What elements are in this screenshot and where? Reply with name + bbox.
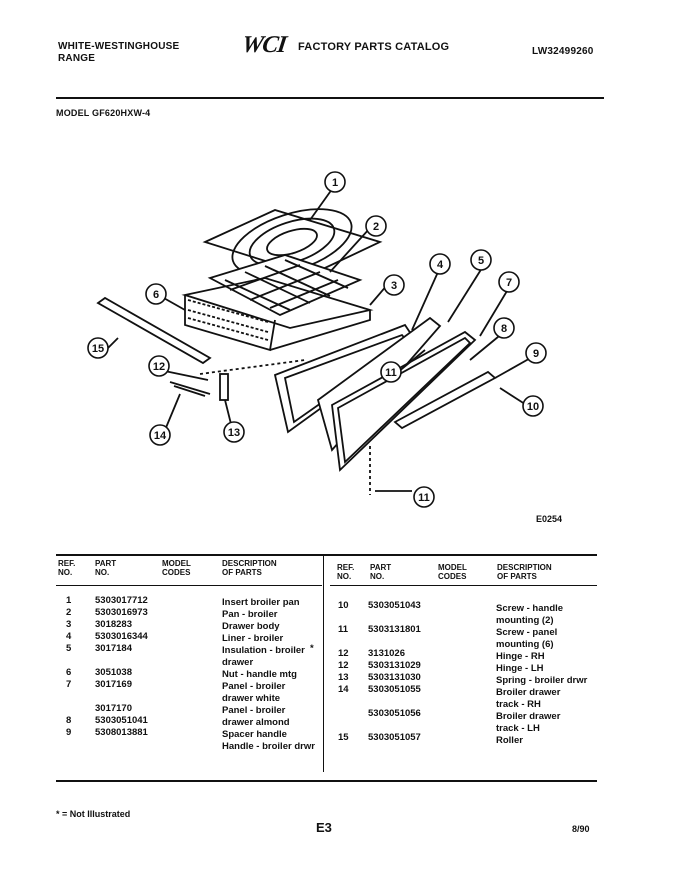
header-ref-right: REF. NO. [337, 563, 355, 581]
part-number: 3051038 [95, 667, 132, 678]
ref-number: 14 [338, 684, 349, 695]
callout-label: 6 [152, 289, 160, 301]
part-number: 5303131029 [368, 660, 421, 671]
callout-label: 1 [331, 177, 339, 189]
callout-label: 8 [500, 323, 508, 335]
callout-label: 4 [436, 259, 444, 271]
right-ref-column [338, 600, 349, 744]
header-rule [56, 97, 604, 99]
part-number: 5303016344 [95, 631, 148, 642]
ref-number: 7 [66, 679, 72, 690]
ref-number [338, 696, 349, 708]
ref-number: 15 [338, 732, 349, 743]
part-description: drawer almond [222, 717, 290, 728]
ref-number [66, 691, 71, 703]
ref-number: 9 [66, 727, 72, 738]
part-number: 3018283 [95, 619, 132, 630]
part-description: mounting (6) [496, 639, 554, 650]
part-description: Panel - broiler [222, 681, 286, 692]
part-description: Pan - broiler [222, 609, 278, 620]
part-number [368, 696, 421, 708]
ref-number: 13 [338, 672, 349, 683]
header-desc-left: DESCRIPTION OF PARTS [222, 559, 277, 577]
part-description: track - RH [496, 699, 541, 710]
left-desc-column [222, 597, 315, 753]
ref-number: 8 [66, 715, 72, 726]
part-number: 5303051043 [368, 600, 421, 611]
part-number: 3131026 [368, 648, 405, 659]
part-number: 3017169 [95, 679, 132, 690]
part-description: Insulation - broiler [222, 645, 305, 656]
part-description: Roller [496, 735, 523, 746]
callout-label: 9 [532, 348, 540, 360]
part-description: drawer [222, 657, 254, 668]
callout-label: 3 [390, 280, 398, 292]
table-divider [323, 556, 324, 772]
part-description: Screw - panel [496, 627, 558, 638]
callout-label: 15 [91, 343, 105, 355]
callout-label: 11 [418, 492, 430, 504]
part-description: Handle - broiler drwr [222, 741, 315, 752]
part-description: track - LH [496, 723, 540, 734]
part-description: Broiler drawer [496, 687, 561, 698]
header-model-right: MODEL CODES [438, 563, 467, 581]
part-number: 3017170 [95, 703, 132, 714]
part-number: 5303131030 [368, 672, 421, 683]
page-number: E3 [316, 820, 332, 835]
part-number: 3017184 [95, 643, 132, 654]
print-date: 8/90 [572, 824, 590, 834]
header-part-right: PART NO. [370, 563, 392, 581]
ref-number: 5 [66, 643, 72, 654]
left-part-column [95, 595, 148, 739]
catalog-number: LW32499260 [532, 46, 594, 57]
ref-number: 12 [338, 660, 349, 671]
part-number [368, 720, 421, 732]
part-number [95, 691, 148, 703]
right-part-column [368, 600, 421, 744]
part-description: Insert broiler pan [222, 597, 300, 608]
header-part-left: PART NO. [95, 559, 117, 577]
table-top-rule [56, 554, 597, 556]
not-illustrated-marker: * [310, 643, 314, 654]
part-number: 5303017712 [95, 595, 148, 606]
not-illustrated-note: * = Not Illustrated [56, 809, 131, 819]
footer-rule [56, 780, 597, 782]
ref-number [66, 703, 71, 715]
ref-number: 4 [66, 631, 72, 642]
callout-label: 12 [152, 361, 166, 373]
part-description: Spacer handle [222, 729, 287, 740]
ref-number: 2 [66, 607, 72, 618]
right-desc-column [496, 603, 587, 747]
ref-number [338, 720, 349, 732]
ref-number: 1 [66, 595, 72, 606]
brand-line-1: WHITE-WESTINGHOUSE [58, 41, 180, 52]
callout-label: 2 [372, 221, 380, 233]
part-number [368, 636, 421, 648]
part-description: Hinge - RH [496, 651, 545, 662]
part-number [95, 655, 148, 667]
header-ref-left: REF. NO. [58, 559, 76, 577]
part-number: 5303051057 [368, 732, 421, 743]
callout-label: 10 [526, 401, 540, 413]
callout-label: 14 [153, 430, 167, 442]
part-number: 5303051056 [368, 708, 421, 719]
part-description: Panel - broiler [222, 705, 286, 716]
part-number: 5303051055 [368, 684, 421, 695]
part-number [368, 612, 421, 624]
left-ref-column [66, 595, 71, 739]
part-description: Spring - broiler drwr [496, 675, 588, 686]
callout-label: 13 [227, 427, 241, 439]
header-model-left: MODEL CODES [162, 559, 191, 577]
part-description: mounting (2) [496, 615, 554, 626]
ref-number [66, 655, 71, 667]
header-underline-right [330, 585, 597, 586]
ref-number [338, 636, 349, 648]
callout-label: 7 [505, 277, 513, 289]
ref-number: 10 [338, 600, 349, 611]
wci-logo: WCI [240, 32, 288, 58]
callout-label: 11 [385, 367, 397, 379]
header-desc-right: DESCRIPTION OF PARTS [497, 563, 552, 581]
part-description: Hinge - LH [496, 663, 544, 674]
exploded-parts-diagram [70, 160, 590, 520]
part-description: Drawer body [222, 621, 280, 632]
ref-number [338, 708, 349, 720]
header-underline-left [56, 585, 322, 586]
part-description: Broiler drawer [496, 711, 561, 722]
part-number: 5303016973 [95, 607, 148, 618]
catalog-title: FACTORY PARTS CATALOG [298, 41, 450, 53]
ref-number: 12 [338, 648, 349, 659]
ref-number: 3 [66, 619, 72, 630]
part-number: 5303051041 [95, 715, 148, 726]
part-number: 5303131801 [368, 624, 421, 635]
part-number: 5308013881 [95, 727, 148, 738]
figure-code: E0254 [536, 514, 563, 524]
part-description: Nut - handle mtg [222, 669, 297, 680]
model-number: MODEL GF620HXW-4 [56, 108, 151, 118]
ref-number: 11 [338, 624, 349, 635]
part-description: Screw - handle [496, 603, 564, 614]
part-description: drawer white [222, 693, 281, 704]
ref-number [338, 612, 349, 624]
callout-label: 5 [477, 255, 485, 267]
ref-number: 6 [66, 667, 72, 678]
part-description: Liner - broiler [222, 633, 284, 644]
brand-line-2: RANGE [58, 53, 96, 64]
